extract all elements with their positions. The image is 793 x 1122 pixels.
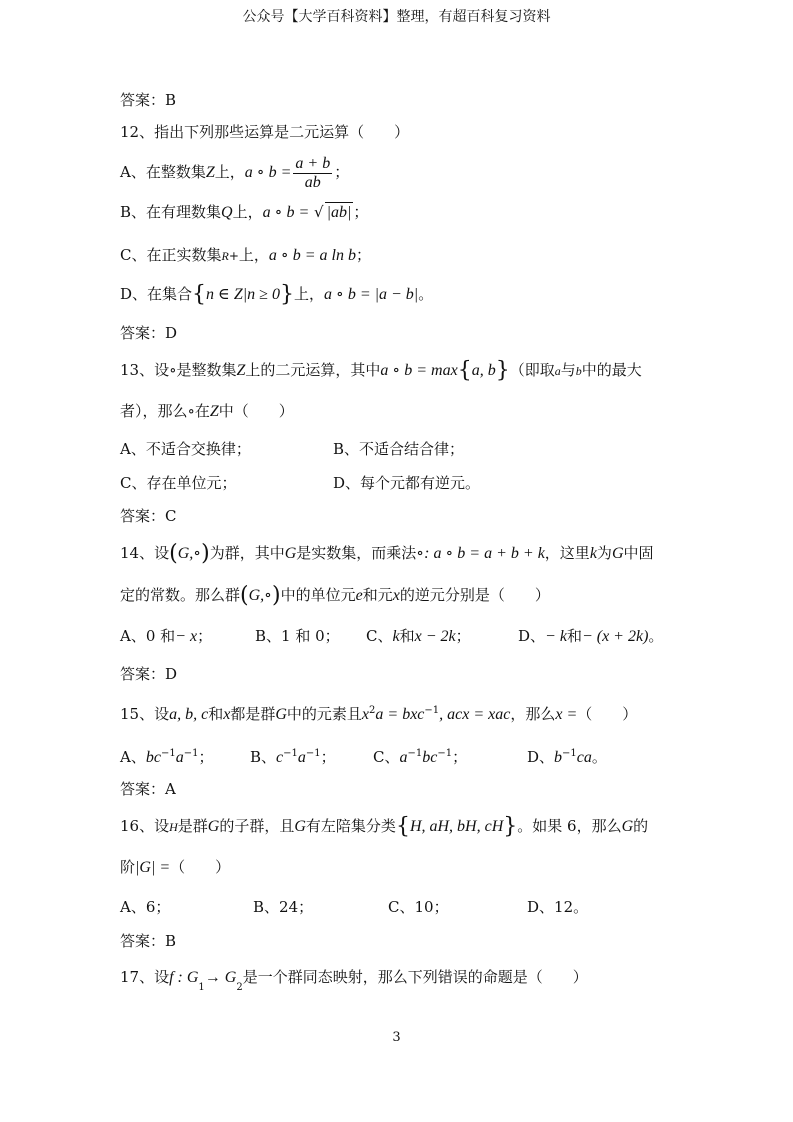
q15-text: 15、设 <box>120 705 170 723</box>
q16-var: G <box>294 818 306 835</box>
q12-a-mid: 上， <box>214 163 245 181</box>
q17-expr: f : G <box>169 969 199 986</box>
q14-opt-text: ； <box>197 627 213 645</box>
q12-d-expr: a ∘ b = |a − b| <box>323 286 419 303</box>
q13-text: 13、设 <box>120 361 170 379</box>
q17-sub: 2 <box>236 982 243 993</box>
q15-opt-expr: a <box>175 749 184 766</box>
question-14-option-a <box>120 626 212 647</box>
q15-opt-expr: b <box>554 749 563 766</box>
left-paren-icon: ( <box>240 583 249 608</box>
question-17-line-1 <box>120 967 588 998</box>
q14-opt-expr: x − 2k <box>414 628 456 645</box>
answer-11: 答案：B <box>120 91 177 109</box>
q15-expr: x <box>361 706 370 723</box>
right-paren-icon: ) <box>272 583 281 608</box>
answer-13: 答案：C <box>120 507 177 525</box>
q14-group: G,∘ <box>177 545 202 562</box>
q13-text: 者），那么 <box>120 402 188 420</box>
q14-var: x <box>392 587 400 604</box>
q14-opt-expr: − x <box>175 628 198 645</box>
q15-opt-expr: ca <box>576 749 592 766</box>
left-brace-icon: { <box>192 282 207 307</box>
q16-expr: |G| = <box>135 859 171 876</box>
q15-text: 都是群 <box>230 705 276 723</box>
q12-c-mid: 上， <box>238 246 269 264</box>
q12-a-fraction <box>293 155 332 192</box>
q14-var: e <box>355 587 363 604</box>
question-16-line-1 <box>120 816 648 837</box>
q12-c-end: ； <box>356 246 372 264</box>
left-paren-icon: ( <box>169 541 178 566</box>
q12-b-mid: 上， <box>232 203 263 221</box>
sqrt-icon: √ <box>314 203 324 221</box>
q14-expr: ∘: a ∘ b = a + b + k <box>416 545 545 562</box>
q16-text: 的子群，且 <box>219 817 295 835</box>
answer-14: 答案：D <box>120 665 178 683</box>
q12-b-set: Q <box>221 204 233 221</box>
q15-text: 中的元素且 <box>286 705 362 723</box>
q15-sup: −1 <box>305 748 321 759</box>
q15-opt-expr: bc <box>422 749 438 766</box>
question-12-option-b <box>120 202 368 223</box>
question-14-option-b: B、1 和 0； <box>255 627 340 645</box>
question-16-option-b: B、24； <box>253 898 314 916</box>
q14-var: k <box>589 545 597 562</box>
q15-expr: a = bxc <box>375 706 425 723</box>
q12-d-set: n ∈ Z|n ≥ 0 <box>206 286 280 303</box>
q15-opt-text: A、 <box>120 748 146 766</box>
q15-sup: −1 <box>562 748 577 759</box>
q14-text: 为群，其中 <box>209 544 285 562</box>
q12-c-set: R <box>221 249 229 263</box>
q16-text: 有左陪集分类 <box>305 817 396 835</box>
answer-15: 答案：A <box>120 780 176 798</box>
question-15-option-a <box>120 744 213 768</box>
q16-text: 是群 <box>177 817 208 835</box>
q15-var: a, b, c <box>169 706 209 723</box>
q15-opt-text: ； <box>198 748 214 766</box>
q15-opt-text: ； <box>320 748 336 766</box>
q15-opt-expr: bc <box>145 749 161 766</box>
q12-b-end: ； <box>353 203 369 221</box>
q13-var: b <box>575 364 582 378</box>
q17-text: 是一个群同态映射，那么下列错误的命题是（ ） <box>242 968 588 986</box>
q13-text: 中的最大 <box>581 361 642 379</box>
answer-16: 答案：B <box>120 932 177 950</box>
q14-opt-text: 。 <box>648 627 664 645</box>
q15-expr: x = <box>555 706 578 723</box>
q12-c-prefix: C、在正实数集 <box>120 246 222 264</box>
q13-expr: a ∘ b = max <box>380 362 458 379</box>
q14-opt-text: A、0 和 <box>120 627 176 645</box>
q14-opt-expr: − k <box>545 628 567 645</box>
q12-a-prefix: A、在整数集 <box>120 163 206 181</box>
q14-opt-text: C、 <box>366 627 393 645</box>
q17-text: 17、设 <box>120 968 170 986</box>
question-12-option-a <box>120 154 349 192</box>
q15-text: ，那么 <box>510 705 556 723</box>
q14-text: ，这里 <box>544 544 590 562</box>
q12-d-prefix: D、在集合 <box>120 285 193 303</box>
q14-text: 中固 <box>623 544 654 562</box>
q15-sup: −1 <box>407 748 423 759</box>
q15-var: x <box>223 706 231 723</box>
q12-a-set: Z <box>205 164 215 181</box>
question-14-option-c <box>366 626 471 647</box>
question-13-option-d: D、每个元都有逆元。 <box>333 474 481 492</box>
q14-text: 是实数集，而乘法 <box>296 544 417 562</box>
question-16-line-2 <box>120 857 230 878</box>
q15-expr: , acx = xac <box>439 706 511 723</box>
q14-text: 14、设 <box>120 544 170 562</box>
q16-coset-set: H, aH, bH, cH <box>409 818 504 835</box>
q14-text: 的逆元分别是（ ） <box>399 586 550 604</box>
question-12-option-d <box>120 284 433 305</box>
q15-opt-text: D、 <box>527 748 555 766</box>
q14-opt-expr: k <box>392 628 400 645</box>
q15-opt-text: C、 <box>373 748 400 766</box>
answer-12: 答案：D <box>120 324 178 342</box>
q13-text: 是整数集 <box>176 361 237 379</box>
q12-b-radicand: |ab| <box>326 204 352 221</box>
question-14-line-1 <box>120 543 654 564</box>
question-14-option-d <box>518 626 663 647</box>
right-brace-icon: } <box>495 358 510 383</box>
q14-var: G <box>611 545 624 562</box>
q16-var: H <box>169 820 178 834</box>
right-brace-icon: } <box>503 814 518 839</box>
q17-expr: → G <box>204 969 237 986</box>
q12-c-expr: a ∘ b = a ln b <box>268 247 356 264</box>
q12-c-plus: + <box>228 249 239 263</box>
question-13-line-2 <box>120 401 294 422</box>
q15-sup: −1 <box>283 748 298 759</box>
q16-var: G <box>621 818 634 835</box>
question-13-option-a: A、不适合交换律； <box>120 440 251 458</box>
q14-opt-text: 和 <box>566 627 582 645</box>
q16-text: 。如果 6，那么 <box>517 817 622 835</box>
page-number: 3 <box>392 1030 401 1045</box>
right-brace-icon: } <box>279 282 294 307</box>
q16-text: 的 <box>633 817 649 835</box>
right-paren-icon: ) <box>201 541 210 566</box>
q15-text: 和 <box>208 705 224 723</box>
question-15-option-d <box>527 744 607 768</box>
q15-sup: 2 <box>369 705 376 716</box>
question-15-option-c <box>373 744 467 768</box>
question-12-option-c <box>120 245 371 266</box>
q16-text: （ ） <box>170 858 231 876</box>
q15-opt-text: ； <box>452 748 468 766</box>
q14-opt-text: D、 <box>518 627 546 645</box>
q14-opt-expr: − (x + 2k) <box>581 628 649 645</box>
q12-a-end: ； <box>334 163 350 181</box>
question-12-stem: 12、指出下列那些运算是二元运算（ ） <box>120 123 410 141</box>
question-16-option-d: D、12。 <box>527 898 589 916</box>
q12-d-mid: 上， <box>293 285 324 303</box>
question-14-line-2 <box>120 585 550 606</box>
q14-text: 中的单位元 <box>280 586 356 604</box>
q15-sup: −1 <box>437 748 453 759</box>
question-13-option-b: B、不适合结合律； <box>333 440 465 458</box>
q13-text: （即取 <box>509 361 555 379</box>
q17-sub: 1 <box>198 982 205 993</box>
q13-set: Z <box>236 362 246 379</box>
q15-opt-expr: a <box>399 749 408 766</box>
q13-set: Z <box>209 403 219 420</box>
question-15-option-b <box>250 744 336 768</box>
page-header: 公众号【大学百科资料】整理，有超百科复习资料 <box>242 9 551 25</box>
q14-opt-text: 和 <box>399 627 415 645</box>
q14-text: 为 <box>596 544 612 562</box>
q15-text: （ ） <box>577 705 638 723</box>
q12-d-end: 。 <box>418 285 434 303</box>
q16-text: 16、设 <box>120 817 170 835</box>
q15-sup: −1 <box>160 748 176 759</box>
q15-opt-text: 。 <box>591 748 607 766</box>
question-13-option-c: C、存在单位元； <box>120 474 237 492</box>
q15-opt-expr: c <box>276 749 284 766</box>
q15-sup: −1 <box>183 748 199 759</box>
question-16-option-a: A、6； <box>120 898 171 916</box>
q13-op: ∘ <box>187 402 195 420</box>
fraction-denominator: ab <box>304 173 321 191</box>
q15-sup: −1 <box>424 705 440 716</box>
q15-opt-expr: a <box>297 749 306 766</box>
left-brace-icon: { <box>395 814 410 839</box>
q13-text: 上的二元运算，其中 <box>245 361 381 379</box>
q15-var: G <box>275 706 287 723</box>
q12-a-lhs: a ∘ b = <box>244 164 292 181</box>
q13-var: a <box>554 364 561 378</box>
q13-text: 在 <box>194 402 210 420</box>
q14-var: G <box>284 545 297 562</box>
q13-pair: a, b <box>471 362 496 379</box>
q15-opt-text: B、 <box>250 748 277 766</box>
q13-op: ∘ <box>169 361 177 379</box>
q12-b-lhs: a ∘ b = <box>262 204 310 221</box>
fraction-numerator: a + b <box>295 154 331 172</box>
question-13-line-1 <box>120 360 642 381</box>
q12-b-prefix: B、在有理数集 <box>120 203 222 221</box>
left-brace-icon: { <box>457 358 472 383</box>
q14-opt-text: ； <box>455 627 471 645</box>
q14-text: 定的常数。那么群 <box>120 586 241 604</box>
q13-text: 中（ ） <box>218 402 294 420</box>
question-15-line-1 <box>120 701 637 725</box>
q16-text: 阶 <box>120 858 136 876</box>
q16-var: G <box>207 818 220 835</box>
q13-text: 与 <box>560 361 576 379</box>
q14-group: G,∘ <box>248 587 273 604</box>
question-16-option-c: C、10； <box>388 898 449 916</box>
q14-text: 和元 <box>362 586 393 604</box>
